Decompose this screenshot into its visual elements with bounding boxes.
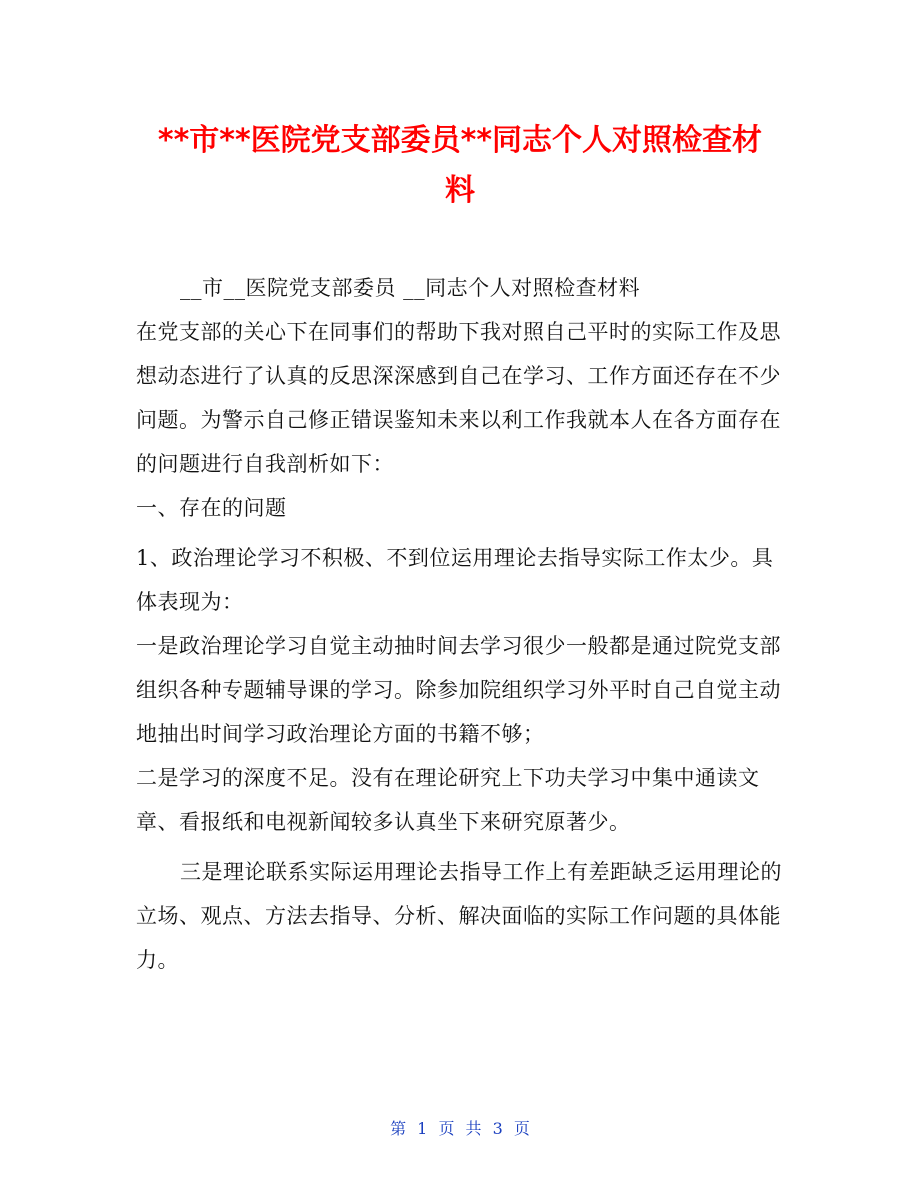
point-1b-paragraph: 二是学习的深度不足。没有在理论研究上下功夫学习中集中通读文章、看报纸和电视新闻较多认真坐下来研究原著少。 [136,766,760,834]
document-title [130,116,790,216]
point-1a-paragraph: 一是政治理论学习自觉主动抽时间去学习很少一般都是通过院党支部组织各种专题辅导课的学习。除参加院组织学习外平时自己自觉主动地抽出时间学习政治理论方面的书籍不够； [136,634,781,746]
subtitle-paragraph: __市__医院党支部委员 __同志个人对照检查材料 [180,276,641,300]
point-1-paragraph: 1、政治理论学习不积极、不到位运用理论去指导实际工作太少。具体表现为： [136,546,774,614]
section-heading: 一、存在的问题 [136,496,287,520]
page-footer: 第 1 页 共 3 页 [390,1119,530,1138]
title-line-2: 料 [445,173,475,208]
title-line-1: **市**医院党支部委员**同志个人对照检查材 [157,123,763,158]
intro-paragraph: 在党支部的关心下在同事们的帮助下我对照自己平时的实际工作及思想动态进行了认真的反思深深感到自己在学习、工作方面还存在不少问题。为警示自己修正错误鉴知未来以利工作我就本人在各方面存在的问题进行自我剖析如下： [136,320,781,476]
point-1c-paragraph: 三是理论联系实际运用理论去指导工作上有差距缺乏运用理论的立场、观点、方法去指导、分析、解决面临的实际工作问题的具体能力。 [136,860,782,972]
document-body [136,266,788,982]
